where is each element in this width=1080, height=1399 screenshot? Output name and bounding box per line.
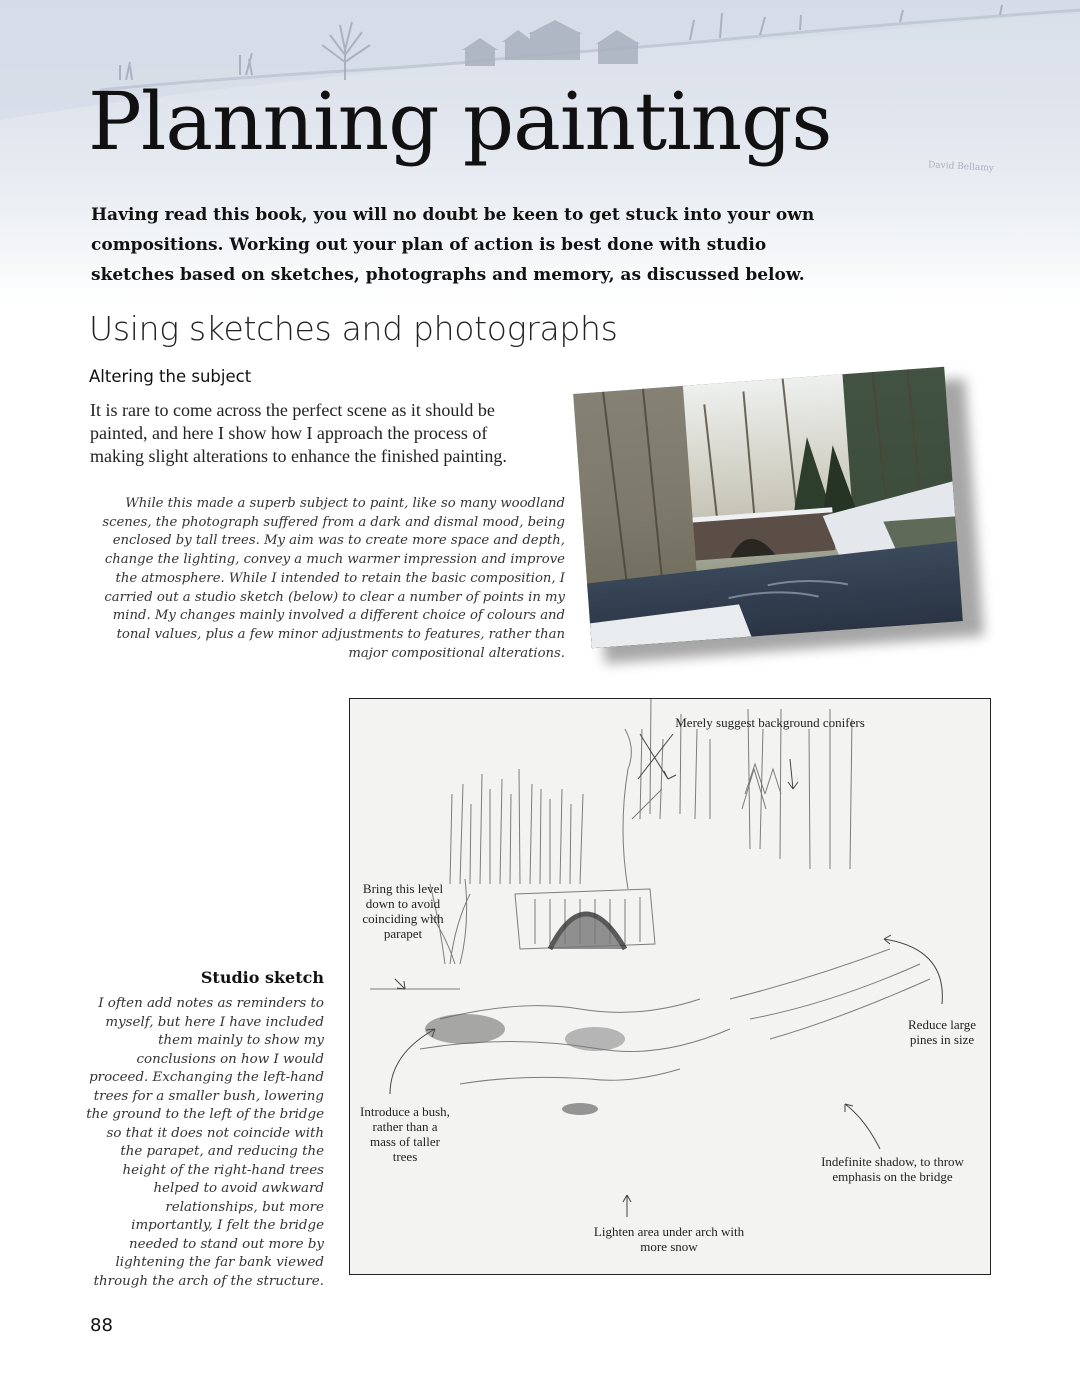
note-bring-level-down: Bring this level down to avoid coinciding with parapet — [362, 881, 444, 941]
note-introduce-bush: Introduce a bush, rather than a mass of taller trees — [360, 1104, 450, 1164]
note-reduce-pines: Reduce large pines in size — [908, 1017, 976, 1047]
note-indefinite-shadow: Indefinite shadow, to throw emphasis on the bridge — [821, 1154, 964, 1184]
body-paragraph: It is rare to come across the perfect scene as it should be painted, and here I show how I approach the process of making slight alterations to enhance the finished painting. — [90, 400, 507, 466]
photo-caption: While this made a superb subject to paint, like so many woodland scenes, the photograph suffered from a dark and dismal mood, being enclosed by tall trees. My aim was to create more space and depth, change the lighting, convey a much warmer impression and improve the atmosphere. While I intended to retain the basic composition, I carried out a studio sketch (below) to clear a number of points in my mind. My changes mainly involved a different choice of colours and tonal values, plus a few minor adjustments to features, rather than major compositional alterations. — [102, 496, 565, 661]
page-title: Planning paintings — [88, 75, 832, 168]
studio-sketch — [349, 698, 991, 1275]
artist-signature: David Bellamy — [927, 160, 995, 174]
pencil-sketch-drawing — [350, 699, 990, 1274]
intro-paragraph: Having read this book, you will no doubt be keen to get stuck into your own compositions. Working out your plan of action is best done with studio sketches based on sketches, photographs and memory, as discussed below. — [91, 205, 815, 285]
note-lighten-arch: Lighten area under arch with more snow — [593, 1224, 745, 1254]
subheading: Altering the subject — [89, 367, 252, 386]
section-heading: Using sketches and photographs — [89, 309, 618, 348]
sketch-caption: I often add notes as reminders to myself, but here I have included them mainly to show my conclusions on how I would proceed. Exchanging the left-hand trees for a smaller bush, lowering the ground to the left of the bridge so that it does not coincide with the parapet, and reducing the height of the right-hand trees helped to avoid awkward relationships, but more importantly, I felt the bridge needed to stand out more by lightening the far bank viewed through the arch of the structure. — [86, 996, 324, 1289]
page-number: 88 — [90, 1315, 113, 1336]
note-background-conifers: Merely suggest background conifers — [675, 715, 865, 730]
woodland-bridge-photograph — [573, 367, 963, 649]
sketch-title: Studio sketch — [200, 968, 324, 987]
